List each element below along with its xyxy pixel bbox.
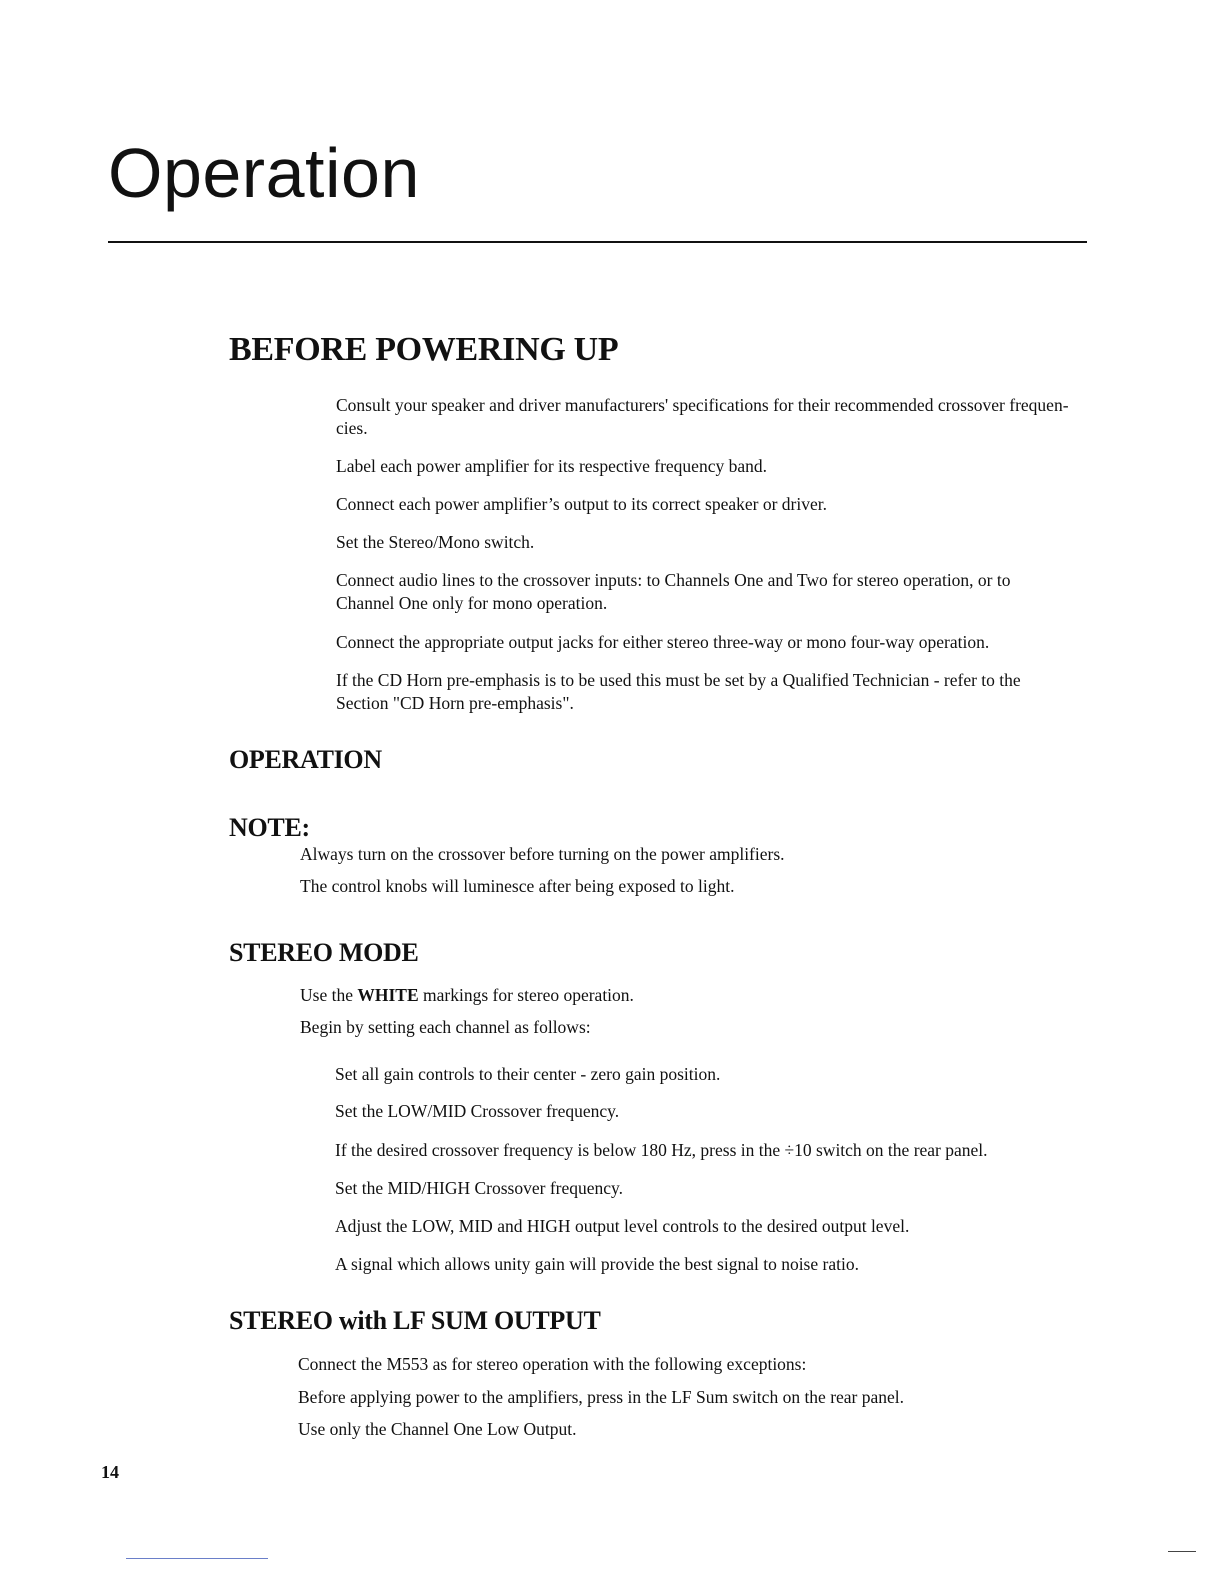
step-low-mid-crossover: Set the LOW/MID Crossover frequency. [335, 1101, 620, 1121]
intro-text: markings for stereo operation. [418, 985, 634, 1005]
step-mid-high-crossover: Set the MID/HIGH Crossover frequency. [335, 1178, 624, 1198]
paragraph-label-amplifier [336, 455, 1081, 478]
paragraph-output-jacks [336, 631, 1081, 654]
title-divider [108, 241, 1087, 243]
footer-scan-mark [126, 1558, 268, 1559]
heading-note: NOTE: [229, 813, 310, 842]
paragraph-line: Label each power amplifier for its respective frequency band. [336, 456, 767, 476]
heading-before-powering-up: BEFORE POWERING UP [229, 331, 619, 368]
intro-text: Use the [300, 985, 358, 1005]
heading-operation: OPERATION [229, 745, 382, 774]
white-markings-emphasis: WHITE [357, 985, 419, 1005]
chapter-title: Operation [108, 134, 420, 212]
stereo-mode-lead: Begin by setting each channel as follows: [300, 1017, 591, 1037]
heading-stereo-lf-sum: STEREO with LF SUM OUTPUT [229, 1306, 601, 1335]
paragraph-line: cies. [336, 418, 368, 438]
lf-sum-connect: Connect the M553 as for stereo operation with the following exceptions: [298, 1354, 807, 1374]
heading-stereo-mode: STEREO MODE [229, 938, 419, 967]
step-divide-ten-switch: If the desired crossover frequency is below 180 Hz, press in the ÷10 switch on the rear panel. [335, 1140, 988, 1160]
stereo-mode-intro [300, 984, 1045, 1007]
note-turn-on-first: Always turn on the crossover before turning on the power amplifiers. [300, 844, 785, 864]
lf-sum-channel-one: Use only the Channel One Low Output. [298, 1419, 577, 1439]
paragraph-cd-horn [336, 669, 1081, 715]
note-knobs-luminesce: The control knobs will luminesce after being exposed to light. [300, 876, 735, 896]
paragraph-line: Consult your speaker and driver manufacturers' specifications for their recommended crossover frequen- [336, 395, 1069, 415]
paragraph-connect-output [336, 493, 1081, 516]
paragraph-line: Section "CD Horn pre-emphasis". [336, 693, 574, 713]
paragraph-line: If the CD Horn pre-emphasis is to be used this must be set by a Qualified Technician - refer to the [336, 670, 1021, 690]
paragraph-stereo-mono-switch [336, 531, 1081, 554]
step-output-levels: Adjust the LOW, MID and HIGH output level controls to the desired output level. [335, 1216, 910, 1236]
paragraph-line: Set the Stereo/Mono switch. [336, 532, 535, 552]
step-gain-controls: Set all gain controls to their center - zero gain position. [335, 1064, 721, 1084]
paragraph-line: Channel One only for mono operation. [336, 593, 608, 613]
step-unity-gain: A signal which allows unity gain will provide the best signal to noise ratio. [335, 1254, 859, 1274]
paragraph-consult-specs [336, 394, 1081, 440]
lf-sum-switch: Before applying power to the amplifiers, press in the LF Sum switch on the rear panel. [298, 1387, 905, 1407]
paragraph-line: Connect each power amplifier’s output to its correct speaker or driver. [336, 494, 827, 514]
paragraph-line: Connect the appropriate output jacks for either stereo three-way or mono four-way operation. [336, 632, 990, 652]
page-number: 14 [101, 1462, 119, 1482]
footer-dash-mark [1168, 1551, 1196, 1552]
paragraph-line: Connect audio lines to the crossover inputs: to Channels One and Two for stereo operation, or to [336, 570, 1011, 590]
paragraph-connect-audio-lines [336, 569, 1081, 615]
